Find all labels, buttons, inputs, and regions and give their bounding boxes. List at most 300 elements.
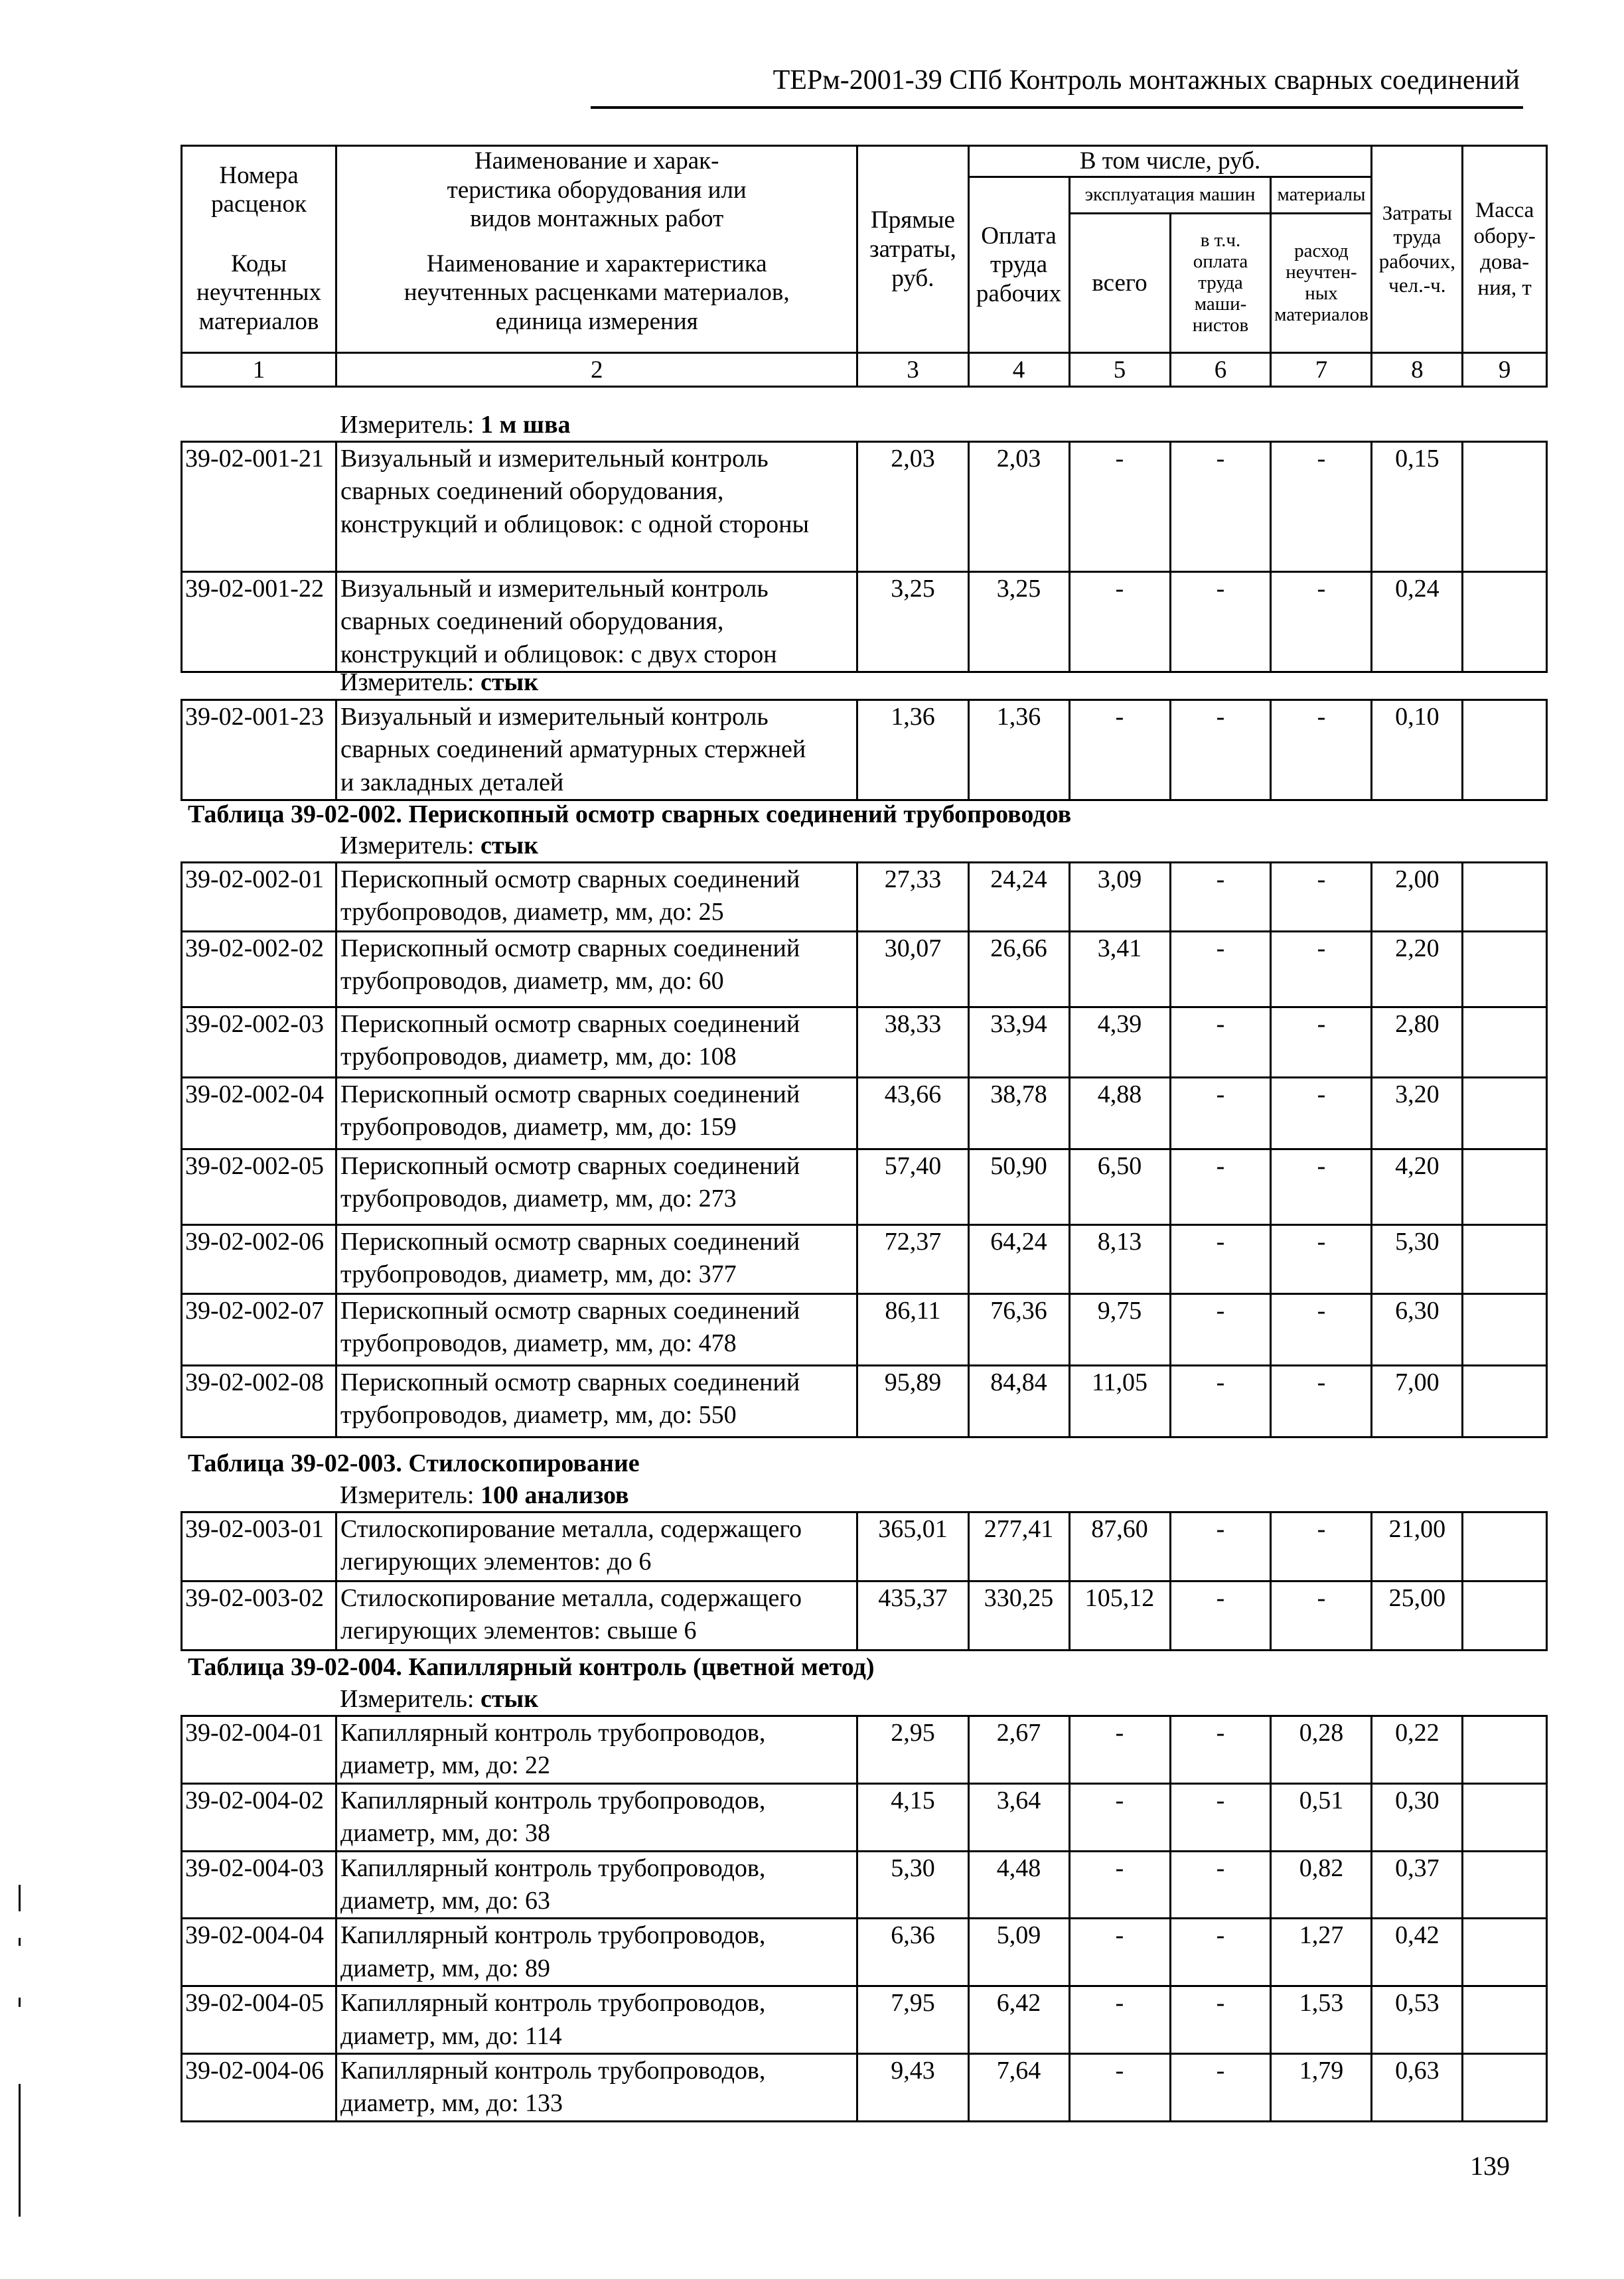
cell-c8: 4,20 (1372, 1149, 1463, 1225)
cell-c3: 38,33 (857, 1007, 968, 1078)
col-number: 2 (336, 353, 857, 387)
header-line: Наименование и харак- (474, 147, 719, 175)
header-materials: материалы (1271, 177, 1372, 213)
cell-c8: 0,53 (1372, 1986, 1463, 2054)
rate-code: 39-02-002-06 (182, 1225, 336, 1294)
cell-c4: 38,78 (968, 1078, 1069, 1149)
table-row (182, 572, 1547, 672)
rate-code: 39-02-003-02 (182, 1581, 336, 1651)
cell-c6: - (1170, 932, 1271, 1007)
header-equipment-mass (1463, 146, 1547, 353)
cell-c8: 3,20 (1372, 1078, 1463, 1149)
description-line: Стилоскопирование металла, содержащего (340, 1584, 802, 1612)
header-line: теристика оборудования или (447, 176, 747, 204)
cell-c7: 0,82 (1271, 1851, 1372, 1919)
cell-c8: 0,37 (1372, 1851, 1463, 1919)
header-line: Оплата (981, 222, 1057, 250)
cell-c6: - (1170, 1716, 1271, 1784)
cell-c7: - (1271, 700, 1372, 800)
cell-c9 (1463, 700, 1547, 800)
cell-c9 (1463, 442, 1547, 572)
table-row (182, 2053, 1547, 2121)
cell-c5: 9,75 (1069, 1294, 1170, 1366)
description-line: диаметр, мм, до: 133 (340, 2089, 563, 2118)
cell-c9 (1463, 2053, 1547, 2121)
cell-c3: 43,66 (857, 1078, 968, 1149)
header-line: расценок (211, 190, 307, 218)
cell-c5: 8,13 (1069, 1225, 1170, 1294)
cell-c4: 76,36 (968, 1294, 1069, 1366)
col-number: 3 (857, 353, 968, 387)
cell-c9 (1463, 1366, 1547, 1437)
cell-c3: 6,36 (857, 1919, 968, 1986)
table-row (182, 700, 1547, 800)
cell-c3: 5,30 (857, 1851, 968, 1919)
description-line: сварных соединений оборудования, (340, 607, 724, 636)
cell-c6: - (1170, 1783, 1271, 1851)
rate-code: 39-02-004-05 (182, 1986, 336, 2054)
rate-description (336, 1149, 857, 1225)
cell-c7: - (1271, 863, 1372, 932)
cell-c6: - (1170, 1512, 1271, 1581)
cell-c5: 4,88 (1069, 1078, 1170, 1149)
description-line: Перископный осмотр сварных соединений (340, 865, 800, 893)
description-line: конструкций и облицовок: с одной стороны (340, 510, 809, 538)
cell-c5: - (1069, 442, 1170, 572)
cell-c9 (1463, 1581, 1547, 1651)
description-line: Перископный осмотр сварных соединений (340, 1010, 800, 1038)
header-line: неучтен- (1286, 261, 1357, 283)
page-number: 139 (1470, 2151, 1510, 2181)
table-row (182, 1512, 1547, 1581)
cell-c9 (1463, 1986, 1547, 2054)
table-row (182, 1783, 1547, 1851)
col-number: 9 (1463, 353, 1547, 387)
description-line: трубопроводов, диаметр, мм, до: 159 (340, 1113, 737, 1141)
table-row (182, 1078, 1547, 1149)
cell-c5: - (1069, 572, 1170, 672)
scan-mark (19, 1885, 21, 1911)
cell-c8: 6,30 (1372, 1294, 1463, 1366)
header-line: оплата (1193, 250, 1248, 272)
header-line: Масса (1475, 198, 1534, 222)
rate-description (336, 1078, 857, 1149)
running-title: ТЕРм-2001-39 СПб Контроль монтажных сварных соединений (773, 65, 1520, 96)
table-row (182, 1007, 1547, 1078)
title-rule (591, 106, 1523, 109)
cell-c7: - (1271, 1225, 1372, 1294)
cell-c5: 6,50 (1069, 1149, 1170, 1225)
description-line: Перископный осмотр сварных соединений (340, 934, 800, 962)
table-row (182, 1716, 1547, 1784)
cell-c4: 3,25 (968, 572, 1069, 672)
cell-c9 (1463, 1919, 1547, 1986)
header-line: материалов (198, 308, 319, 336)
description-line: Капиллярный контроль трубопроводов, (340, 1921, 766, 1950)
header-line: руб. (891, 264, 934, 292)
cell-c3: 1,36 (857, 700, 968, 800)
cell-c5: - (1069, 1716, 1170, 1784)
cell-c4: 64,24 (968, 1225, 1069, 1294)
cell-c8: 2,20 (1372, 932, 1463, 1007)
cell-c4: 1,36 (968, 700, 1069, 800)
rate-code: 39-02-004-02 (182, 1783, 336, 1851)
col-number: 1 (182, 353, 336, 387)
cell-c4: 2,03 (968, 442, 1069, 572)
cell-c9 (1463, 1294, 1547, 1366)
col-number: 8 (1372, 353, 1463, 387)
header-machine-operation: эксплуатация машин (1069, 177, 1271, 213)
cell-c9 (1463, 1851, 1547, 1919)
cell-c6: - (1170, 1294, 1271, 1366)
cell-c4: 5,09 (968, 1919, 1069, 1986)
cell-c6: - (1170, 1007, 1271, 1078)
rate-code: 39-02-001-23 (182, 700, 336, 800)
cell-c7: - (1271, 1512, 1372, 1581)
meter-label: Измеритель: 1 м шва (340, 411, 571, 439)
header-line: обору- (1473, 224, 1536, 248)
cell-c9 (1463, 863, 1547, 932)
header-line: ния, т (1477, 275, 1532, 300)
header-material-name (336, 234, 857, 353)
column-header-table (181, 145, 1548, 388)
description-line: трубопроводов, диаметр, мм, до: 478 (340, 1329, 737, 1358)
cell-c5: - (1069, 1783, 1170, 1851)
table-title: Таблица 39-02-003. Стилоскопирование (188, 1449, 640, 1477)
rate-description (336, 2053, 857, 2121)
header-line: чел.-ч. (1388, 273, 1446, 297)
header-line: материалов (1274, 303, 1368, 325)
header-uncounted-materials (1271, 214, 1372, 353)
rate-description (336, 700, 857, 800)
description-line: Перископный осмотр сварных соединений (340, 1152, 800, 1180)
cell-c5: 87,60 (1069, 1512, 1170, 1581)
rate-code: 39-02-003-01 (182, 1512, 336, 1581)
description-line: трубопроводов, диаметр, мм, до: 25 (340, 898, 724, 926)
cell-c3: 365,01 (857, 1512, 968, 1581)
rate-description (336, 1294, 857, 1366)
cell-c4: 24,24 (968, 863, 1069, 932)
header-line: труда (1198, 271, 1243, 293)
table-row (182, 1366, 1547, 1437)
description-line: диаметр, мм, до: 38 (340, 1819, 551, 1848)
cell-c6: - (1170, 1225, 1271, 1294)
cell-c4: 6,42 (968, 1986, 1069, 2054)
description-line: диаметр, мм, до: 89 (340, 1954, 551, 1982)
rate-code: 39-02-002-03 (182, 1007, 336, 1078)
cell-c9 (1463, 1716, 1547, 1784)
rate-code: 39-02-002-08 (182, 1366, 336, 1437)
rate-code: 39-02-004-04 (182, 1919, 336, 1986)
rate-description (336, 1851, 857, 1919)
description-line: Капиллярный контроль трубопроводов, (340, 1786, 766, 1814)
cell-c5: - (1069, 2053, 1170, 2121)
header-line: дова- (1480, 250, 1530, 274)
rate-code: 39-02-004-03 (182, 1851, 336, 1919)
header-line: рабочих, (1378, 249, 1455, 273)
meter-label: Измеритель: стык (340, 1685, 539, 1713)
description-line: легирующих элементов: свыше 6 (340, 1617, 697, 1645)
header-line: рабочих (976, 279, 1062, 307)
description-line: Перископный осмотр сварных соединений (340, 1228, 800, 1256)
rate-code: 39-02-002-05 (182, 1149, 336, 1225)
cell-c4: 3,64 (968, 1783, 1069, 1851)
cell-c4: 330,25 (968, 1581, 1069, 1651)
description-line: Перископный осмотр сварных соединений (340, 1368, 800, 1396)
rates-table-001 (181, 441, 1548, 673)
header-rate-number (182, 146, 336, 234)
cell-c5: - (1069, 700, 1170, 800)
description-line: и закладных деталей (340, 768, 564, 796)
cell-c6: - (1170, 2053, 1271, 2121)
cell-c8: 0,42 (1372, 1919, 1463, 1986)
cell-c9 (1463, 1225, 1547, 1294)
cell-c3: 4,15 (857, 1783, 968, 1851)
cell-c4: 277,41 (968, 1512, 1069, 1581)
col-number: 5 (1069, 353, 1170, 387)
cell-c4: 2,67 (968, 1716, 1069, 1784)
cell-c6: - (1170, 1919, 1271, 1986)
cell-c7: - (1271, 932, 1372, 1007)
scan-mark (19, 1938, 21, 1946)
cell-c7: 1,53 (1271, 1986, 1372, 2054)
description-line: трубопроводов, диаметр, мм, до: 108 (340, 1043, 737, 1071)
rate-description (336, 572, 857, 672)
description-line: трубопроводов, диаметр, мм, до: 273 (340, 1185, 737, 1213)
cell-c9 (1463, 1512, 1547, 1581)
rate-code: 39-02-002-01 (182, 863, 336, 932)
col-number: 4 (968, 353, 1069, 387)
header-line: труда (990, 251, 1048, 279)
cell-c4: 84,84 (968, 1366, 1069, 1437)
description-line: легирующих элементов: до 6 (340, 1548, 652, 1576)
cell-c6: - (1170, 863, 1271, 932)
col-number: 7 (1271, 353, 1372, 387)
meter-label: Измеритель: стык (340, 668, 539, 696)
description-line: трубопроводов, диаметр, мм, до: 377 (340, 1260, 737, 1289)
cell-c8: 0,15 (1372, 442, 1463, 572)
cell-c4: 33,94 (968, 1007, 1069, 1078)
header-line: расход (1294, 240, 1349, 261)
cell-c5: 11,05 (1069, 1366, 1170, 1437)
cell-c6: - (1170, 1149, 1271, 1225)
cell-c9 (1463, 1783, 1547, 1851)
description-line: Визуальный и измерительный контроль (340, 575, 769, 603)
header-line: Коды (231, 250, 287, 277)
description-line: Капиллярный контроль трубопроводов, (340, 1854, 766, 1882)
header-line: труда (1393, 225, 1441, 249)
table-row (182, 1149, 1547, 1225)
rate-description (336, 1986, 857, 2054)
cell-c7: 1,27 (1271, 1919, 1372, 1986)
cell-c9 (1463, 572, 1547, 672)
header-material-codes (182, 234, 336, 353)
cell-c6: - (1170, 1851, 1271, 1919)
header-line: единица измерения (495, 308, 698, 336)
header-line: нистов (1192, 314, 1249, 336)
cell-c5: - (1069, 1851, 1170, 1919)
rate-code: 39-02-001-22 (182, 572, 336, 672)
cell-c6: - (1170, 442, 1271, 572)
rate-description (336, 442, 857, 572)
description-line: диаметр, мм, до: 114 (340, 2022, 562, 2050)
cell-c3: 7,95 (857, 1986, 968, 2054)
header-line: видов монтажных работ (470, 205, 724, 233)
meter-label: Измеритель: стык (340, 832, 539, 859)
cell-c5: - (1069, 1986, 1170, 2054)
cell-c3: 2,95 (857, 1716, 968, 1784)
header-line: Наименование и характеристика (426, 250, 767, 277)
cell-c7: - (1271, 1149, 1372, 1225)
cell-c3: 435,37 (857, 1581, 968, 1651)
description-line: Перископный осмотр сварных соединений (340, 1080, 800, 1108)
cell-c7: - (1271, 572, 1372, 672)
table-row (182, 442, 1547, 572)
description-line: Стилоскопирование металла, содержащего (340, 1515, 802, 1543)
cell-c9 (1463, 932, 1547, 1007)
header-line: ных (1305, 282, 1338, 304)
cell-c6: - (1170, 1078, 1271, 1149)
description-line: сварных соединений оборудования, (340, 477, 724, 506)
cell-c4: 50,90 (968, 1149, 1069, 1225)
rate-code: 39-02-004-06 (182, 2053, 336, 2121)
rate-description (336, 1366, 857, 1437)
cell-c7: - (1271, 1581, 1372, 1651)
description-line: Перископный осмотр сварных соединений (340, 1297, 800, 1325)
table-title: Таблица 39-02-002. Перископный осмотр сварных соединений трубопроводов (188, 800, 1072, 828)
header-line: затраты, (869, 235, 956, 263)
rate-description (336, 1783, 857, 1851)
header-line: неучтенных расценками материалов, (404, 279, 790, 307)
table-row (182, 932, 1547, 1007)
cell-c9 (1463, 1007, 1547, 1078)
cell-c8: 25,00 (1372, 1581, 1463, 1651)
cell-c8: 0,30 (1372, 1783, 1463, 1851)
description-line: диаметр, мм, до: 63 (340, 1886, 551, 1915)
cell-c6: - (1170, 1366, 1271, 1437)
header-worker-wage (968, 177, 1069, 353)
cell-c7: 0,51 (1271, 1783, 1372, 1851)
rate-description (336, 1581, 857, 1651)
table-row (182, 1986, 1547, 2054)
rate-description (336, 1007, 857, 1078)
description-line: Визуальный и измерительный контроль (340, 445, 769, 473)
rates-table-002 (181, 861, 1548, 1438)
description-line: Капиллярный контроль трубопроводов, (340, 1719, 766, 1747)
cell-c9 (1463, 1078, 1547, 1149)
description-line: конструкций и облицовок: с двух сторон (340, 640, 777, 668)
rates-table-001-joint (181, 699, 1548, 801)
table-row (182, 863, 1547, 932)
rate-code: 39-02-001-21 (182, 442, 336, 572)
cell-c8: 5,30 (1372, 1225, 1463, 1294)
cell-c3: 9,43 (857, 2053, 968, 2121)
cell-c6: - (1170, 1581, 1271, 1651)
cell-c4: 4,48 (968, 1851, 1069, 1919)
scan-mark (19, 2084, 21, 2217)
table-row (182, 1851, 1547, 1919)
cell-c8: 2,80 (1372, 1007, 1463, 1078)
table-row (182, 1294, 1547, 1366)
cell-c7: 0,28 (1271, 1716, 1372, 1784)
header-direct-costs (857, 146, 968, 353)
cell-c3: 72,37 (857, 1225, 968, 1294)
description-line: трубопроводов, диаметр, мм, до: 550 (340, 1401, 737, 1430)
cell-c3: 27,33 (857, 863, 968, 932)
rate-description (336, 1716, 857, 1784)
header-line: неучтенных (196, 279, 321, 307)
cell-c6: - (1170, 572, 1271, 672)
cell-c5: 3,09 (1069, 863, 1170, 932)
rates-table-003 (181, 1511, 1548, 1651)
cell-c8: 7,00 (1372, 1366, 1463, 1437)
cell-c9 (1463, 1149, 1547, 1225)
cell-c8: 0,10 (1372, 700, 1463, 800)
cell-c8: 0,63 (1372, 2053, 1463, 2121)
cell-c5: 105,12 (1069, 1581, 1170, 1651)
header-including: В том числе, руб. (968, 146, 1372, 177)
header-line: Прямые (870, 206, 955, 234)
description-line: трубопроводов, диаметр, мм, до: 60 (340, 967, 724, 995)
cell-c4: 26,66 (968, 932, 1069, 1007)
cell-c8: 2,00 (1372, 863, 1463, 932)
description-line: диаметр, мм, до: 22 (340, 1751, 551, 1780)
table-row (182, 1581, 1547, 1651)
header-line: маши- (1194, 293, 1247, 315)
cell-c8: 0,22 (1372, 1716, 1463, 1784)
header-line: Номера (219, 161, 299, 189)
description-line: сварных соединений арматурных стержней (340, 735, 806, 764)
rate-description (336, 863, 857, 932)
header-line: Затраты (1382, 200, 1452, 224)
description-line: Капиллярный контроль трубопроводов, (340, 2056, 766, 2085)
cell-c7: - (1271, 1294, 1372, 1366)
rate-description (336, 1512, 857, 1581)
cell-c3: 95,89 (857, 1366, 968, 1437)
meter-label: Измеритель: 100 анализов (340, 1481, 629, 1509)
cell-c5: - (1069, 1919, 1170, 1986)
table-title: Таблица 39-02-004. Капиллярный контроль (цветной метод) (188, 1653, 875, 1681)
rate-code: 39-02-002-02 (182, 932, 336, 1007)
header-line: в т.ч. (1200, 230, 1241, 251)
cell-c3: 57,40 (857, 1149, 968, 1225)
header-total: всего (1069, 214, 1170, 353)
cell-c7: - (1271, 1007, 1372, 1078)
cell-c3: 30,07 (857, 932, 968, 1007)
cell-c5: 3,41 (1069, 932, 1170, 1007)
rate-code: 39-02-004-01 (182, 1716, 336, 1784)
cell-c3: 2,03 (857, 442, 968, 572)
cell-c7: - (1271, 1366, 1372, 1437)
description-line: Визуальный и измерительный контроль (340, 703, 769, 731)
rate-code: 39-02-002-04 (182, 1078, 336, 1149)
scan-mark (19, 1998, 21, 2007)
cell-c8: 21,00 (1372, 1512, 1463, 1581)
header-work-name (336, 146, 857, 234)
rate-description (336, 1919, 857, 1986)
cell-c4: 7,64 (968, 2053, 1069, 2121)
col-number: 6 (1170, 353, 1271, 387)
table-row (182, 1919, 1547, 1986)
cell-c3: 3,25 (857, 572, 968, 672)
cell-c7: 1,79 (1271, 2053, 1372, 2121)
rate-description (336, 932, 857, 1007)
cell-c8: 0,24 (1372, 572, 1463, 672)
rate-description (336, 1225, 857, 1294)
cell-c7: - (1271, 442, 1372, 572)
header-labor-costs (1372, 146, 1463, 353)
cell-c7: - (1271, 1078, 1372, 1149)
